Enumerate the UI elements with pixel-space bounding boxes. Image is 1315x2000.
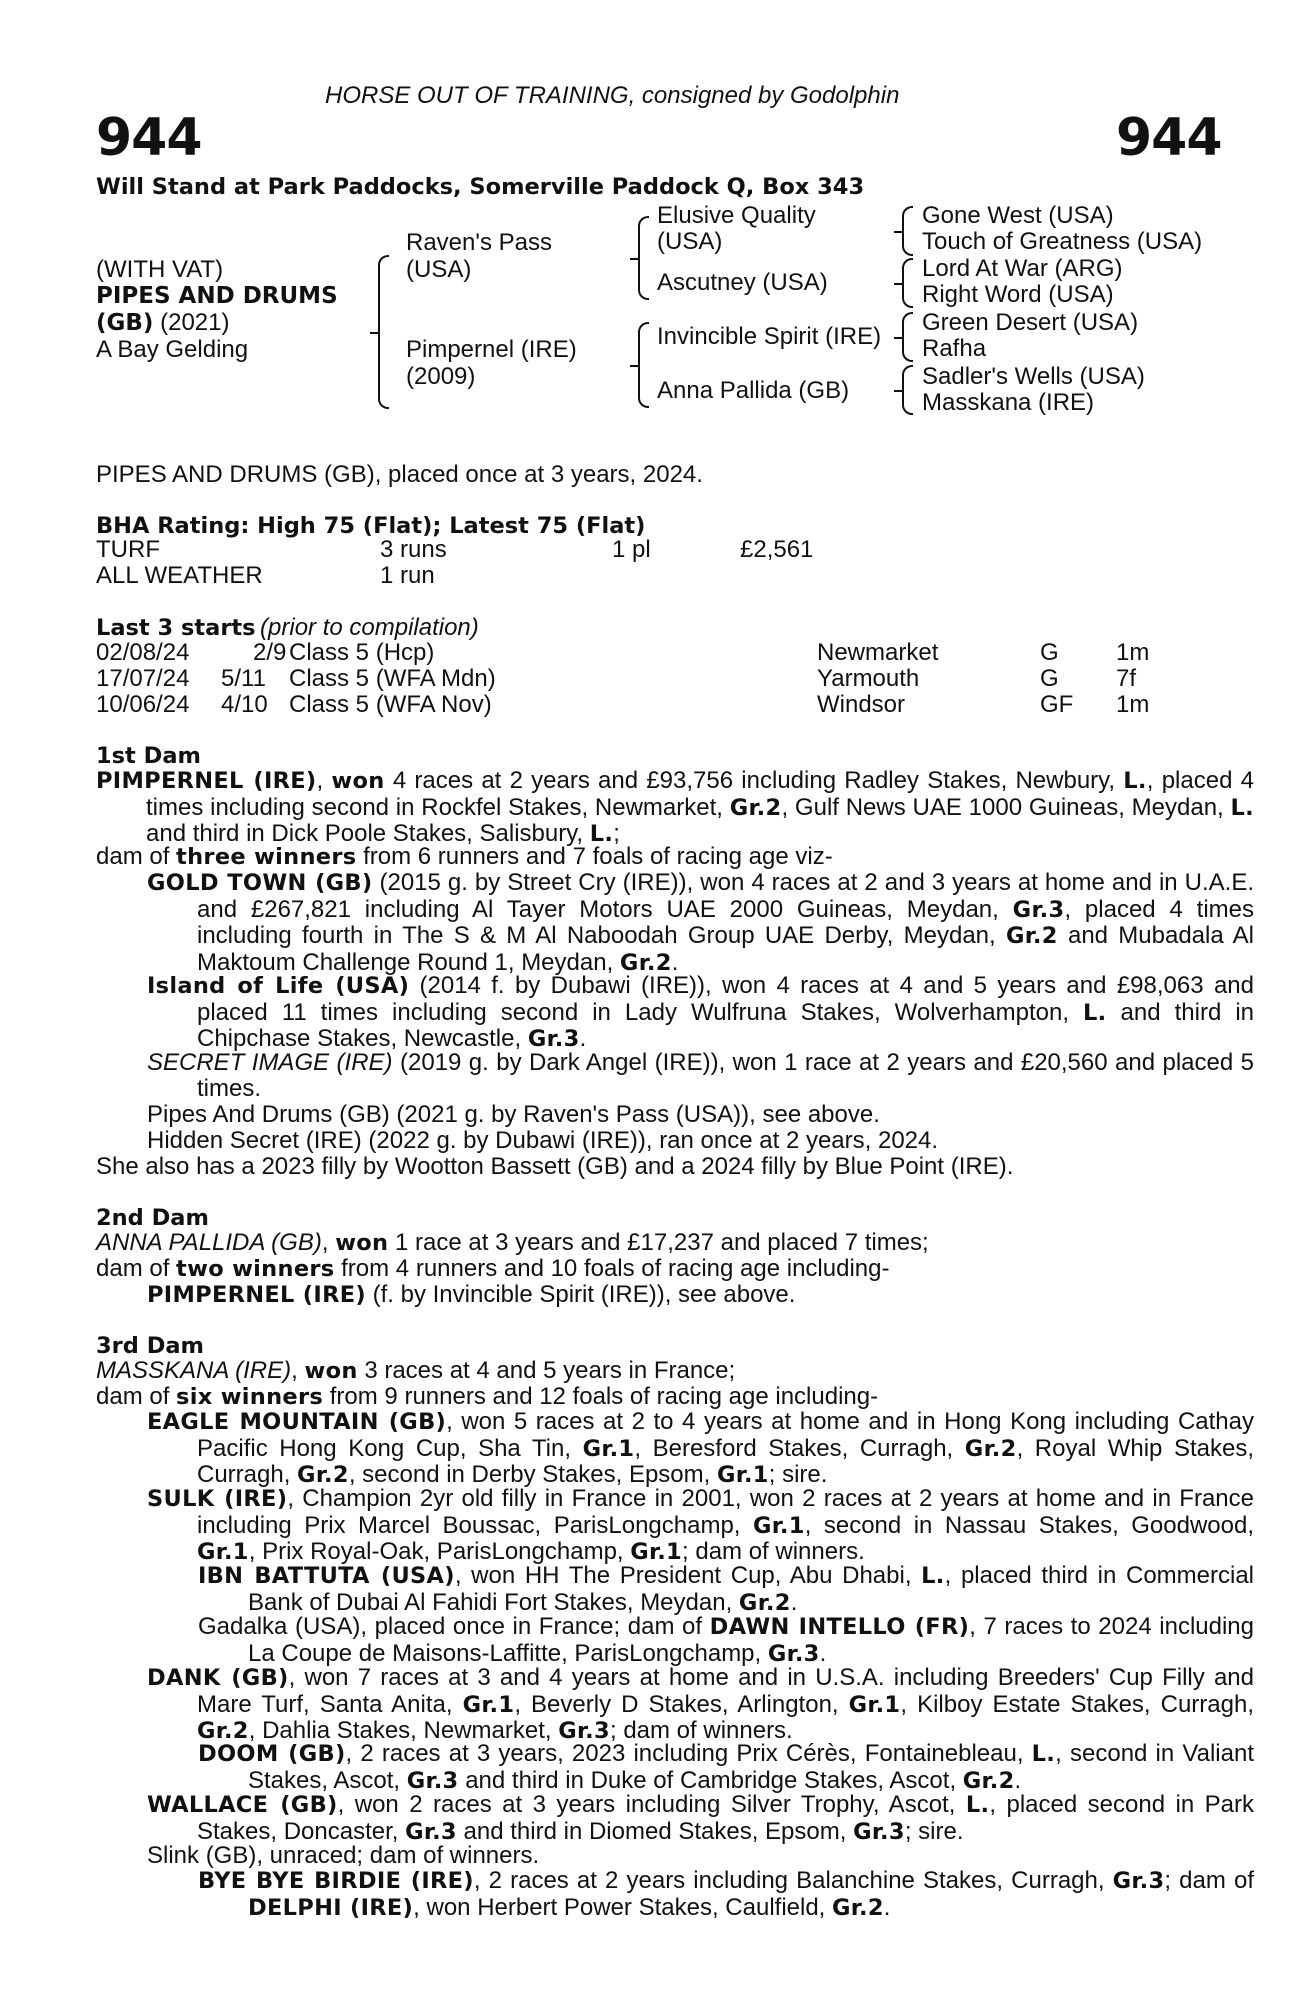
lot-number-right: 944 <box>1116 108 1222 168</box>
group-label: Gr.3 <box>853 1818 905 1845</box>
text: ; dam of <box>1164 1867 1254 1894</box>
horse-name: DANK (GB) <box>147 1665 289 1691</box>
text: 3 races at 4 and 5 years in France; <box>364 1357 736 1384</box>
group-label: Gr.3 <box>767 1640 820 1667</box>
start-date: 02/08/24 <box>96 639 190 666</box>
text: , second in Nassau Stakes, Goodwood, <box>804 1511 1254 1539</box>
text: (2019 g. by Dark Angel (IRE)), won 1 race at 2 years and £20,560 and placed 5 times. <box>197 1049 1254 1102</box>
text: , won Herbert Power Stakes, Caulfield, <box>413 1893 826 1921</box>
brace-dd <box>902 365 913 415</box>
produce-gold-town <box>147 870 1254 976</box>
listed-label: L. <box>921 1563 945 1589</box>
horse-name: DELPHI (IRE) <box>248 1894 414 1921</box>
text: and third in Chipchase Stakes, Newcastle, <box>197 998 1255 1053</box>
sss: Gone West (USA) <box>922 202 1114 229</box>
group-label: Gr.3 <box>527 1026 580 1053</box>
dam2-record <box>96 1230 929 1256</box>
brace-sire-line <box>638 216 649 300</box>
dam-name: Pimpernel (IRE) <box>406 336 577 363</box>
text: (2015 g. by Street Cry (IRE)), won 4 races at 2 and 3 years at home and in U.A.E. and £267,821 including Al Tayer Motors UAE 2000 Guineas, Meydan, <box>197 869 1254 923</box>
horse-name: PIMPERNEL (IRE) <box>147 1282 366 1308</box>
consignment-line: HORSE OUT OF TRAINING, consigned by Godolphin <box>325 82 900 109</box>
horse-origin: (GB) <box>96 310 154 336</box>
text: , second in Derby Stakes, Epsom, <box>348 1461 711 1489</box>
sire-sire-country: (USA) <box>657 228 723 255</box>
dam1-record <box>96 768 1254 848</box>
text: dam of <box>96 1383 170 1410</box>
text: , Gulf News UAE 1000 Guineas, Meydan, <box>781 793 1224 821</box>
text: , Champion 2yr old filly in France in 2001, won 2 races at 2 years at home and in France including Prix Marcel Boussac, ParisLongchamp, <box>197 1485 1254 1539</box>
stand-location: Will Stand at Park Paddocks, Somerville Paddock Q, Box 343 <box>96 174 865 200</box>
start-pos: 2/9 <box>253 639 287 666</box>
text: , Dahlia Stakes, Newmarket, <box>248 1717 552 1745</box>
dam2-heading: 2nd Dam <box>96 1205 209 1231</box>
produce-sulk <box>147 1486 1254 1566</box>
start-race: Class 5 (Hcp) <box>289 639 435 666</box>
text: . <box>790 1588 798 1616</box>
text: 4 races at 2 years and £93,756 including Radley Stakes, Newbury, <box>392 767 1116 794</box>
text: . <box>671 948 679 976</box>
text: dam of <box>96 1255 170 1282</box>
won-label: won <box>335 1230 389 1256</box>
group-label: Gr.2 <box>197 1718 249 1745</box>
group-label: Gr.3 <box>558 1718 610 1745</box>
group-label: Gr.1 <box>848 1691 901 1718</box>
dam-dam: Anna Pallida (GB) <box>657 377 850 404</box>
sds: Lord At War (ARG) <box>922 255 1123 282</box>
text: . <box>883 1893 891 1921</box>
sep: , <box>316 767 332 794</box>
group-label: Gr.1 <box>197 1539 249 1566</box>
brace-dam-line <box>638 322 649 408</box>
text: 1 race at 3 years and £17,237 and placed 7 times; <box>395 1229 929 1256</box>
horse-name: PIPES AND DRUMS <box>96 283 338 309</box>
group-label: Gr.2 <box>738 1589 791 1616</box>
sire-country: (USA) <box>406 256 472 283</box>
produce-bye-bye-birdie <box>198 1868 1254 1921</box>
produce-ibn-battuta <box>198 1563 1254 1616</box>
produce-dank <box>147 1665 1254 1745</box>
produce-hidden-secret: Hidden Secret (IRE) (2022 g. by Dubawi (IRE)), ran once at 2 years, 2024. <box>147 1127 939 1154</box>
group-label: Gr.3 <box>405 1818 457 1845</box>
text: dam of <box>96 843 170 870</box>
group-label: Gr.2 <box>832 1894 884 1921</box>
produce-eagle-mountain <box>147 1409 1254 1489</box>
group-label: Gr.1 <box>752 1512 805 1539</box>
produce-gadalka <box>198 1614 1254 1667</box>
start-pos: 4/10 <box>221 691 268 718</box>
text: , won 2 races at 3 years including Silver Trophy, Ascot, <box>337 1791 956 1818</box>
sire-name: Raven's Pass <box>406 229 552 256</box>
text: , Beresford Stakes, Curragh, <box>634 1434 954 1462</box>
horse-name: IBN BATTUTA (USA) <box>198 1563 455 1589</box>
text: . <box>579 1025 587 1053</box>
horse-name: WALLACE (GB) <box>147 1792 338 1818</box>
dss: Green Desert (USA) <box>922 309 1139 336</box>
start-distance: 1m <box>1116 639 1150 666</box>
horse-name: DOOM (GB) <box>198 1741 346 1767</box>
group-label: Gr.2 <box>1005 923 1058 950</box>
listed-label: L. <box>589 821 614 848</box>
start-race: Class 5 (WFA Nov) <box>289 691 492 718</box>
produce-pimpernel <box>147 1282 795 1308</box>
text: ; sire. <box>904 1817 964 1845</box>
text: ; dam of winners. <box>609 1717 793 1745</box>
text: (f. by Invincible Spirit (IRE)), see above. <box>372 1281 796 1308</box>
rating-title: BHA Rating: High 75 (Flat); Latest 75 (Flat) <box>96 513 646 539</box>
won-label: won <box>331 768 385 794</box>
group-label: Gr.1 <box>582 1435 635 1462</box>
group-label: Gr.1 <box>462 1691 515 1718</box>
rating-runs: 1 run <box>380 562 435 589</box>
race-summary: PIPES AND DRUMS (GB), placed once at 3 years, 2024. <box>96 461 703 488</box>
text: , placed second in Park Stakes, Doncaster, <box>197 1791 1254 1845</box>
lot-number-left: 944 <box>96 108 202 168</box>
dam1-also: She also has a 2023 filly by Wootton Bassett (GB) and a 2024 filly by Blue Point (IRE). <box>96 1153 1014 1180</box>
dam3-record <box>96 1358 735 1384</box>
rating-surface: ALL WEATHER <box>96 562 263 589</box>
text: . <box>1014 1766 1022 1794</box>
start-pos: 5/11 <box>221 665 266 692</box>
start-going: G <box>1040 639 1059 666</box>
listed-label: L. <box>965 1792 990 1818</box>
horse-vat: (WITH VAT) <box>96 256 224 283</box>
text: , 2 races at 2 years including Balanchine Stakes, Curragh, <box>473 1867 1105 1894</box>
horse-name: Island of Life (USA) <box>147 973 410 999</box>
produce-pipes-and-drums: Pipes And Drums (GB) (2021 g. by Raven's Pass (USA)), see above. <box>147 1101 880 1128</box>
text: , won 7 races at 3 and 4 years at home and in U.S.A. including Breeders' Cup Filly and Mare Turf, Santa Anita, <box>197 1664 1254 1718</box>
group-label: Gr.3 <box>1012 896 1065 923</box>
start-date: 10/06/24 <box>96 691 190 718</box>
group-label: Gr.2 <box>729 794 782 821</box>
group-label: Gr.2 <box>297 1462 349 1489</box>
text: , 7 races to 2024 including La Coupe de Maisons-Laffitte, ParisLongchamp, <box>248 1613 1254 1667</box>
brace-ds <box>902 312 913 362</box>
start-going: GF <box>1040 691 1074 718</box>
text: , won HH The President Cup, Abu Dhabi, <box>454 1562 912 1589</box>
rating-placed: 1 pl <box>612 536 651 563</box>
winners-count: two winners <box>176 1256 335 1282</box>
dam3-heading: 3rd Dam <box>96 1333 204 1359</box>
horse-origin-year <box>96 310 229 336</box>
produce-island-of-life <box>147 973 1254 1053</box>
produce-wallace <box>147 1792 1254 1845</box>
sire-sire: Elusive Quality <box>657 202 816 229</box>
text: from 4 runners and 10 foals of racing age including- <box>341 1255 890 1282</box>
rating-earnings: £2,561 <box>740 536 814 563</box>
dam1-name: PIMPERNEL (IRE) <box>96 768 317 794</box>
produce-doom <box>198 1741 1254 1794</box>
start-course: Newmarket <box>817 639 939 666</box>
listed-label: L. <box>1123 768 1147 794</box>
last-starts-heading <box>96 614 479 642</box>
dam1-produce-line <box>96 844 833 870</box>
text: and third in Diomed Stakes, Epsom, <box>463 1817 847 1845</box>
group-label: Gr.2 <box>962 1767 1015 1794</box>
sire-dam: Ascutney (USA) <box>657 269 828 296</box>
text: , placed 4 times including second in Rockfel Stakes, Newmarket, <box>146 767 1254 821</box>
sep: , <box>321 1229 336 1256</box>
text: , Kilboy Estate Stakes, Curragh, <box>900 1690 1254 1718</box>
sdd: Right Word (USA) <box>922 281 1114 308</box>
dam3-produce-line <box>96 1384 878 1410</box>
text: ; sire. <box>768 1461 828 1489</box>
last-starts-note: (prior to compilation) <box>260 614 479 641</box>
start-date: 17/07/24 <box>96 665 190 692</box>
start-distance: 7f <box>1116 665 1137 692</box>
sep: , <box>291 1357 305 1384</box>
text: from 9 runners and 12 foals of racing age including- <box>329 1383 879 1410</box>
horse-name: BYE BYE BIRDIE (IRE) <box>198 1868 474 1894</box>
group-label: Gr.1 <box>716 1462 769 1489</box>
text: , 2 races at 3 years, 2023 including Prix Cérès, Fontainebleau, <box>345 1740 1024 1767</box>
start-going: G <box>1040 665 1059 692</box>
text: , Beverly D Stakes, Arlington, <box>514 1690 839 1718</box>
brace-sd <box>902 258 913 308</box>
rating-runs: 3 runs <box>380 536 447 563</box>
text: and third in Dick Poole Stakes, Salisbury, <box>146 820 584 848</box>
dam3-name: MASSKANA (IRE) <box>96 1357 292 1384</box>
text: , placed third in Commercial Bank of Dubai Al Fahidi Fort Stakes, Meydan, <box>248 1562 1254 1616</box>
text: from 6 runners and 7 foals of racing age viz- <box>363 843 833 870</box>
winners-count: three winners <box>176 844 357 870</box>
winners-count: six winners <box>176 1384 324 1410</box>
text: Gadalka (USA), placed once in France; dam of <box>198 1613 703 1640</box>
text: , Prix Royal-Oak, ParisLongchamp, <box>248 1538 624 1566</box>
text: ; <box>613 820 620 848</box>
text: , won 5 races at 2 to 4 years at home and in Hong Kong including Cathay Pacific Hong Kong Cup, Sha Tin, <box>197 1408 1255 1462</box>
listed-label: L. <box>1230 794 1254 821</box>
group-label: Gr.2 <box>964 1435 1017 1462</box>
horse-name: SECRET IMAGE (IRE) <box>147 1049 393 1076</box>
horse-name: SULK (IRE) <box>147 1486 288 1512</box>
text: , second in Valiant Stakes, Ascot, <box>248 1740 1254 1794</box>
start-distance: 1m <box>1116 691 1150 718</box>
horse-description: A Bay Gelding <box>96 336 249 363</box>
brace-ss <box>902 206 913 256</box>
dam2-name: ANNA PALLIDA (GB) <box>96 1229 322 1256</box>
won-label: won <box>304 1358 358 1384</box>
text: , Royal Whip Stakes, Curragh, <box>197 1434 1255 1489</box>
dam-sire: Invincible Spirit (IRE) <box>657 323 882 350</box>
horse-name: DAWN INTELLO (FR) <box>709 1614 970 1640</box>
group-label: Gr.1 <box>630 1539 683 1566</box>
listed-label: L. <box>1031 1741 1056 1767</box>
text: and Mubadala Al Maktoum Challenge Round 1, Meydan, <box>197 922 1254 976</box>
listed-label: L. <box>1083 999 1107 1026</box>
text: , placed 4 times including fourth in The S & M Al Naboodah Group UAE Derby, Meydan, <box>197 895 1255 950</box>
start-course: Yarmouth <box>817 665 920 692</box>
text: (2014 f. by Dubawi (IRE)), won 4 races at 4 and 5 years and £98,063 and placed 11 times including second in Lady Wulfruna Stakes, Wolverhampton, <box>197 972 1254 1026</box>
horse-name: GOLD TOWN (GB) <box>147 870 373 896</box>
dds: Sadler's Wells (USA) <box>922 363 1145 390</box>
produce-slink: Slink (GB), unraced; dam of winners. <box>147 1842 540 1869</box>
rating-surface: TURF <box>96 536 160 563</box>
horse-year: (2021) <box>160 309 230 336</box>
start-course: Windsor <box>817 691 906 718</box>
ddd: Masskana (IRE) <box>922 389 1095 416</box>
text: ; dam of winners. <box>682 1538 865 1566</box>
produce-secret-image <box>147 1050 1254 1101</box>
brace-sire-dam <box>378 255 389 409</box>
group-label: Gr.2 <box>619 949 672 976</box>
ssd: Touch of Greatness (USA) <box>922 228 1203 255</box>
horse-name: EAGLE MOUNTAIN (GB) <box>147 1409 447 1435</box>
last-starts-title: Last 3 starts <box>96 615 256 641</box>
dam1-heading: 1st Dam <box>96 743 201 769</box>
text: and third in Duke of Cambridge Stakes, Ascot, <box>465 1766 957 1794</box>
text: . <box>819 1639 827 1667</box>
group-label: Gr.3 <box>406 1767 459 1794</box>
dam-year: (2009) <box>406 363 476 390</box>
group-label: Gr.3 <box>1112 1868 1165 1894</box>
start-race: Class 5 (WFA Mdn) <box>289 665 496 692</box>
dam2-produce-line <box>96 1256 889 1282</box>
dsd: Rafha <box>922 335 987 362</box>
